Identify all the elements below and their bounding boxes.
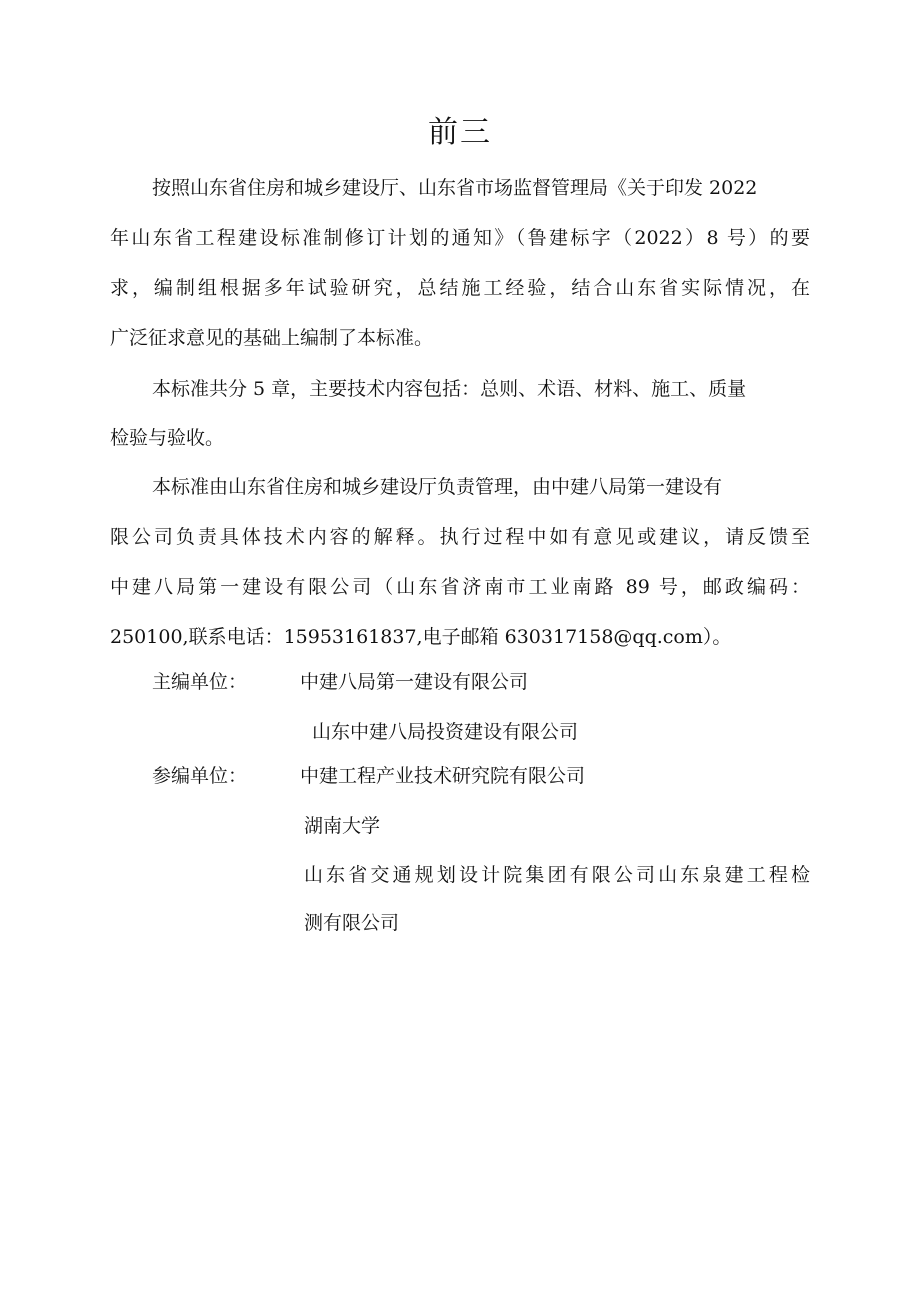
chief-editor-label: 主编单位： xyxy=(152,671,248,693)
paragraph-1-line-1: 按照山东省住房和城乡建设厅、山东省市场监督管理局《关于印发 2022 xyxy=(152,177,758,199)
participant-unit-3-line-1: 山东省交通规划设计院集团有限公司山东泉建工程检 xyxy=(304,864,810,886)
participant-unit-2: 湖南大学 xyxy=(304,815,381,837)
paragraph-2-line-2: 检验与验收。 xyxy=(110,427,225,449)
chief-editor-unit-2: 山东中建八局投资建设有限公司 xyxy=(312,721,579,743)
participant-unit-3-line-2: 测有限公司 xyxy=(304,912,400,934)
paragraph-1-line-3: 求，编制组根据多年试验研究，总结施工经验，结合山东省实际情况，在 xyxy=(110,277,810,299)
paragraph-3-line-3: 中建八局第一建设有限公司（山东省济南市工业南路 89 号，邮政编码： xyxy=(110,576,810,598)
chief-editor-unit-1: 中建八局第一建设有限公司 xyxy=(300,671,529,693)
paragraph-3-line-1: 本标准由山东省住房和城乡建设厅负责管理，由中建八局第一建设有 xyxy=(152,476,723,498)
paragraph-1-line-2: 年山东省工程建设标准制修订计划的通知》（鲁建标字（2022）8 号）的要 xyxy=(110,227,810,249)
paragraph-2-line-1: 本标准共分 5 章，主要技术内容包括：总则、术语、材料、施工、质量 xyxy=(152,378,747,400)
paragraph-1-line-4: 广泛征求意见的基础上编制了本标准。 xyxy=(110,327,434,349)
participants-label: 参编单位： xyxy=(152,765,248,787)
paragraph-3-line-4: 250100,联系电话：15953161837,电子邮箱 630317158@qq.com）。 xyxy=(110,626,732,648)
page-title: 前三 xyxy=(428,115,492,150)
paragraph-3-line-2: 限公司负责具体技术内容的解释。执行过程中如有意见或建议，请反馈至 xyxy=(110,526,810,548)
participant-unit-1: 中建工程产业技术研究院有限公司 xyxy=(300,765,586,787)
